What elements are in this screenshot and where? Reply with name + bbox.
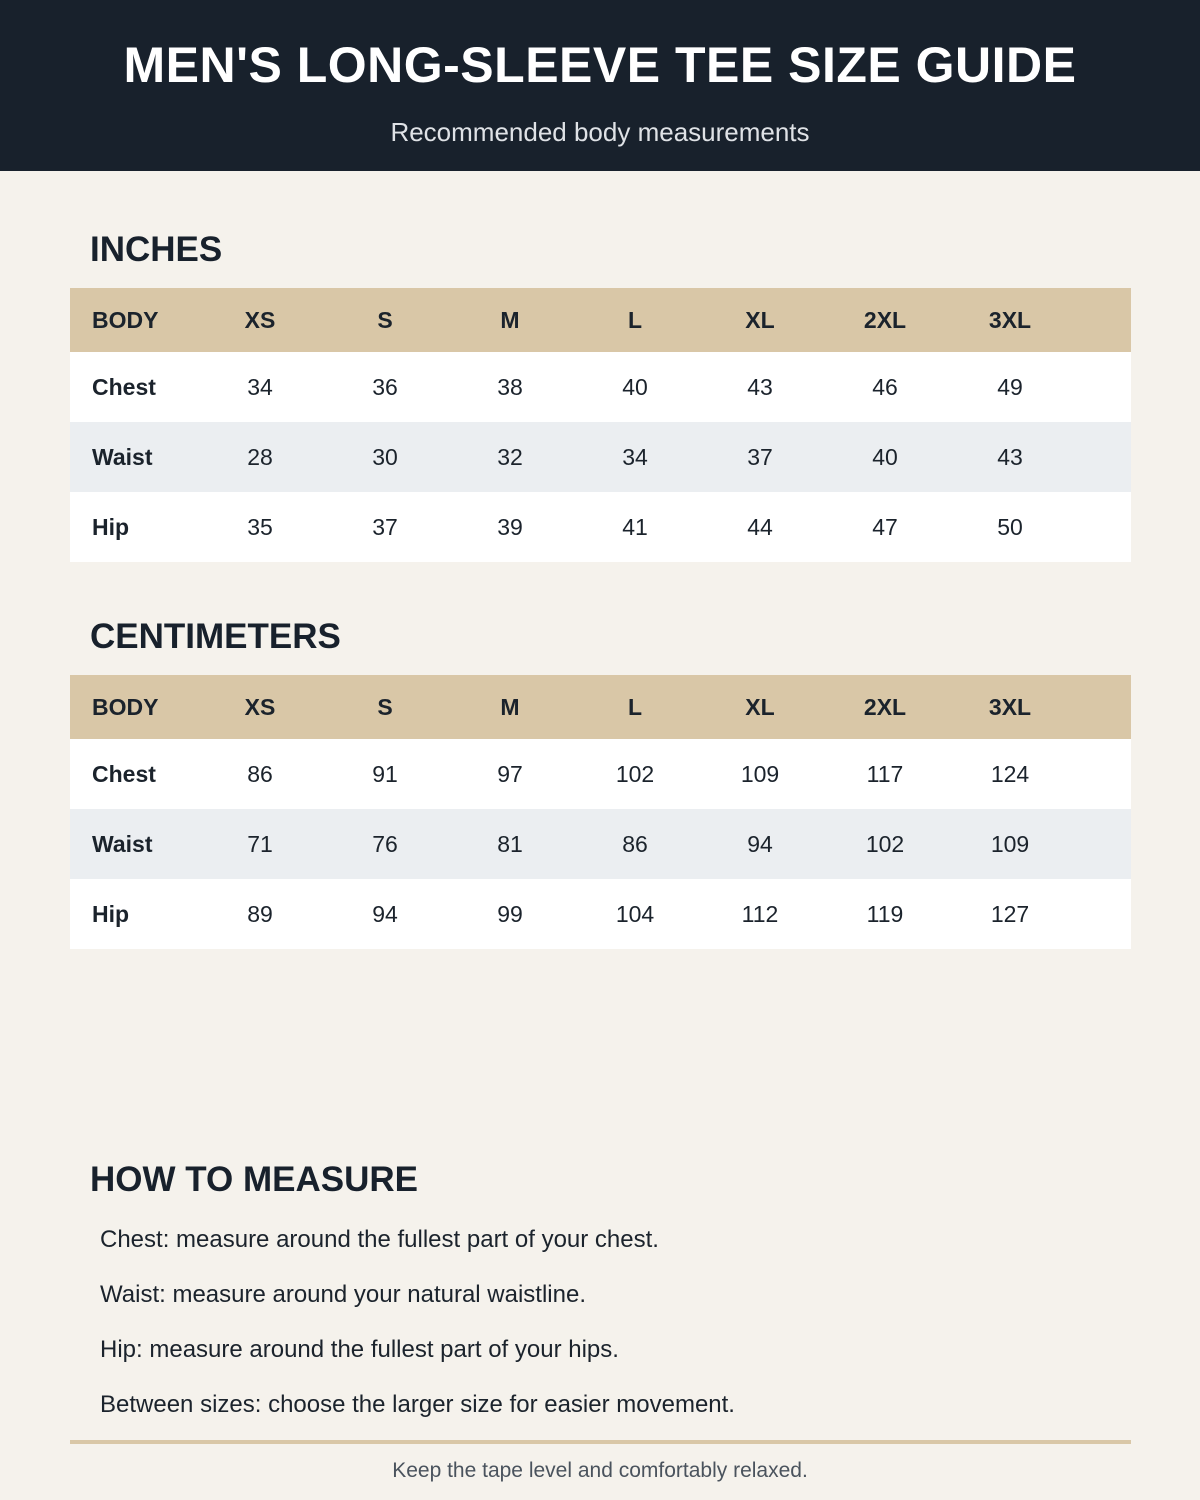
table-cell: 47 (872, 513, 898, 540)
how-to-measure-title: HOW TO MEASURE (90, 1160, 418, 1199)
row-label: Hip (92, 513, 130, 540)
table-cell: 28 (247, 443, 273, 470)
column-header-2xl: 2XL (863, 693, 907, 720)
table-cell: 71 (247, 830, 273, 857)
table-cell: 91 (372, 760, 398, 787)
table-row-waist (70, 422, 1131, 492)
page-subtitle: Recommended body measurements (390, 117, 810, 147)
row-label: Waist (92, 830, 153, 857)
column-header-xl: XL (745, 693, 775, 720)
column-header-m: M (500, 693, 520, 720)
row-label: Chest (92, 760, 156, 787)
table-cell: 34 (622, 443, 648, 470)
page-title: MEN'S LONG-SLEEVE TEE SIZE GUIDE (123, 37, 1077, 93)
table-cell: 117 (866, 760, 904, 787)
table-header-row (70, 675, 1131, 739)
table-cell: 37 (747, 443, 773, 470)
column-header-body: BODY (92, 306, 159, 333)
table-row-waist (70, 809, 1131, 879)
table-cell: 89 (247, 900, 273, 927)
table-cell: 102 (615, 760, 655, 787)
table-cell: 46 (872, 373, 898, 400)
instruction-hip: Hip: measure around the fullest part of your hips. (100, 1336, 619, 1363)
instruction-chest: Chest: measure around the fullest part of your chest. (100, 1226, 659, 1253)
page-header (0, 0, 1200, 171)
table-cell: 43 (747, 373, 773, 400)
instruction-waist: Waist: measure around your natural waistline. (100, 1281, 586, 1308)
table-cell: 38 (497, 373, 523, 400)
column-header-l: L (627, 306, 643, 333)
table-cell: 81 (497, 830, 523, 857)
table-cell: 94 (372, 900, 398, 927)
inches-section-title: INCHES (90, 230, 223, 269)
table-cell: 109 (740, 760, 780, 787)
table-cell: 34 (247, 373, 273, 400)
table-cell: 50 (997, 513, 1023, 540)
table-cell: 124 (990, 760, 1030, 787)
table-cell: 39 (497, 513, 523, 540)
table-row-hip (70, 492, 1131, 562)
table-cell: 44 (747, 513, 773, 540)
column-header-body: BODY (92, 693, 159, 720)
column-header-s: S (377, 306, 393, 333)
table-cell: 102 (865, 830, 905, 857)
table-cell: 127 (990, 900, 1030, 927)
column-header-m: M (500, 306, 520, 333)
column-header-xs: XS (244, 306, 276, 333)
table-cell: 40 (872, 443, 898, 470)
column-header-2xl: 2XL (863, 306, 907, 333)
table-cell: 104 (615, 900, 655, 927)
table-cell: 86 (622, 830, 648, 857)
column-header-xl: XL (745, 306, 775, 333)
table-cell: 36 (372, 373, 398, 400)
table-row-hip (70, 879, 1131, 949)
column-header-3xl: 3XL (988, 306, 1032, 333)
table-cell: 97 (497, 760, 523, 787)
table-cell: 35 (247, 513, 273, 540)
column-header-3xl: 3XL (988, 693, 1032, 720)
row-label: Waist (92, 443, 153, 470)
table-cell: 49 (997, 373, 1023, 400)
instruction-between-sizes: Between sizes: choose the larger size for easier movement. (100, 1391, 735, 1418)
table-cell: 112 (741, 900, 779, 927)
centimeters-section-title: CENTIMETERS (90, 617, 341, 656)
table-cell: 76 (372, 830, 398, 857)
table-cell: 43 (997, 443, 1023, 470)
table-cell: 41 (622, 513, 648, 540)
column-header-s: S (377, 693, 393, 720)
table-row-chest (70, 352, 1131, 422)
table-cell: 109 (990, 830, 1030, 857)
row-label: Hip (92, 900, 130, 927)
footer-divider (70, 1440, 1131, 1444)
table-cell: 94 (747, 830, 773, 857)
footer-note: Keep the tape level and comfortably relaxed. (392, 1459, 808, 1482)
table-cell: 119 (866, 900, 904, 927)
table-row-chest (70, 739, 1131, 809)
table-cell: 30 (372, 443, 398, 470)
table-cell: 86 (247, 760, 273, 787)
column-header-xs: XS (244, 693, 276, 720)
row-label: Chest (92, 373, 156, 400)
table-cell: 99 (497, 900, 523, 927)
centimeters-size-table (70, 675, 1131, 949)
table-header-row (70, 288, 1131, 352)
table-cell: 40 (622, 373, 648, 400)
table-cell: 32 (497, 443, 523, 470)
column-header-l: L (627, 693, 643, 720)
inches-size-table (70, 288, 1131, 562)
table-cell: 37 (372, 513, 398, 540)
